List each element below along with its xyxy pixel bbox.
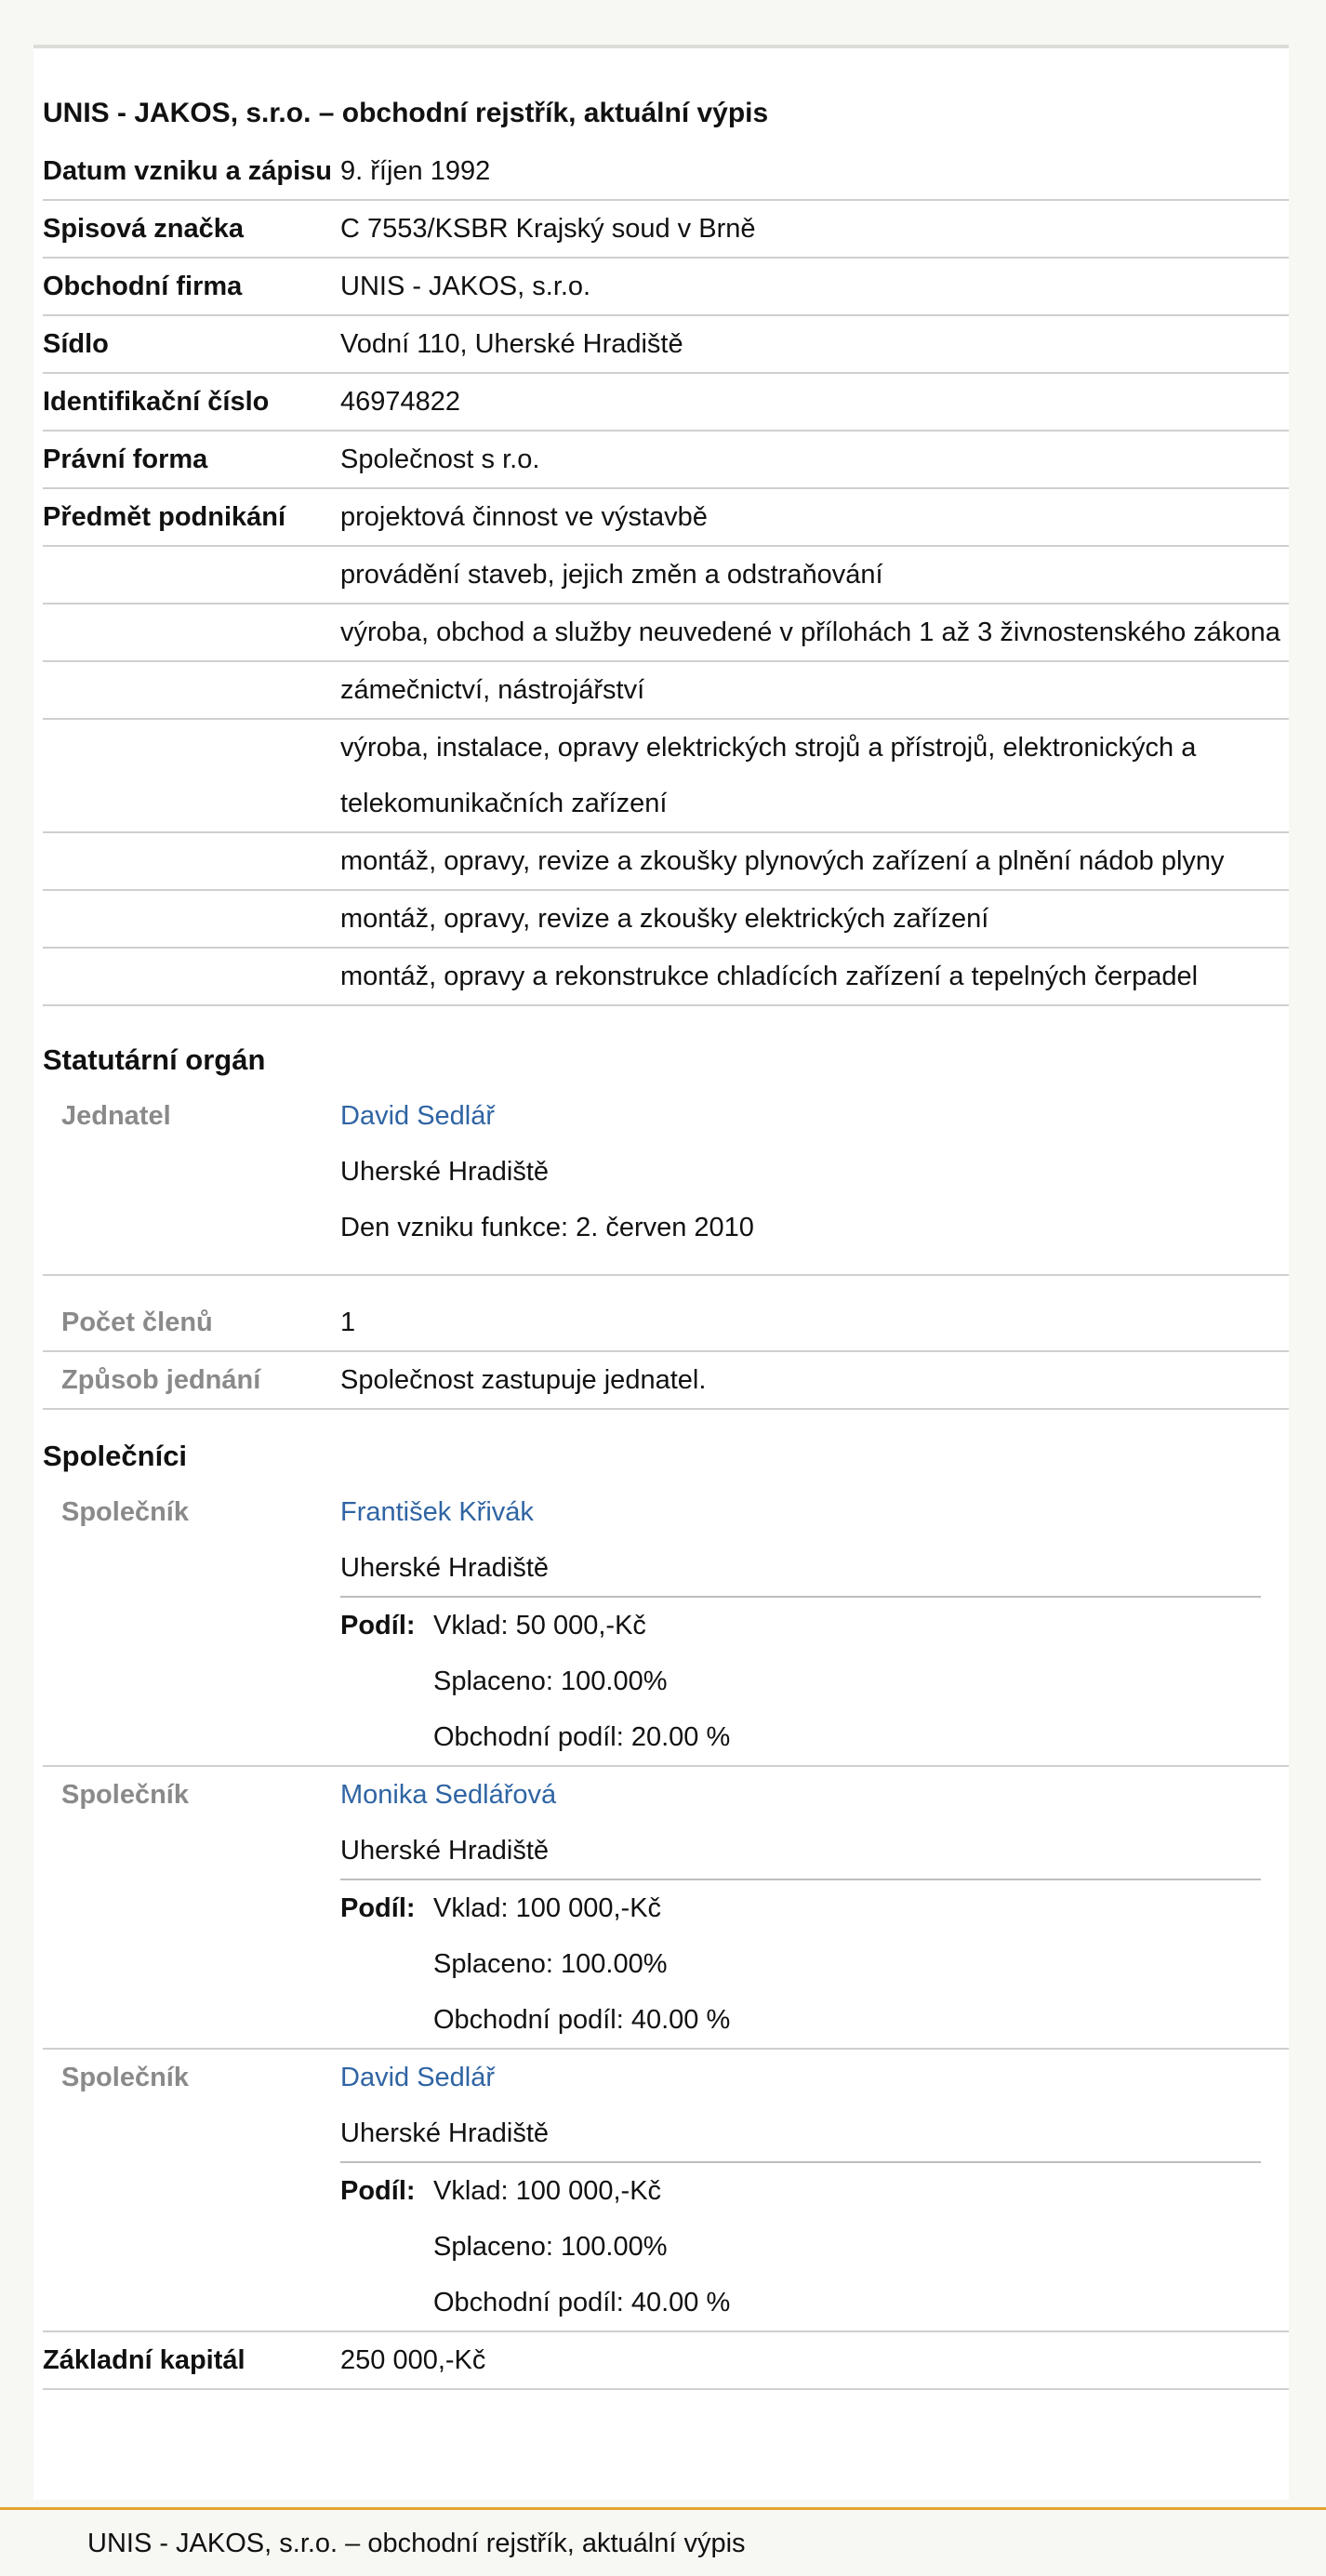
row-label: Identifikační číslo <box>43 387 270 417</box>
podil-label: Podíl: <box>340 1611 416 1640</box>
row-label: Způsob jednání <box>61 1365 261 1395</box>
person-city: Uherské Hradiště <box>340 2118 550 2148</box>
person-link[interactable]: David Sedlář <box>340 2063 496 2092</box>
row-predmet-podnikani <box>43 489 1289 547</box>
spolecnik-details <box>340 1484 1289 1765</box>
person-city: Uherské Hradiště <box>340 1836 550 1866</box>
predmet-item: zámečnictví, nástrojářství <box>340 675 645 705</box>
predmet-item: montáž, opravy, revize a zkoušky plynových zařízení a plnění nádob plyny <box>340 846 1225 876</box>
row-spolecnik <box>43 2050 1289 2332</box>
row-label: Právní forma <box>43 445 208 474</box>
row-value: 250 000,-Kč <box>340 2345 486 2375</box>
row-label: Jednatel <box>61 1101 171 1131</box>
row-sidlo <box>43 316 1289 374</box>
row-jednatel <box>43 1088 1289 1276</box>
row-spolecnik <box>43 1484 1289 1767</box>
person-link[interactable]: Monika Sedlářová <box>340 1780 557 1810</box>
row-label: Obchodní firma <box>43 272 243 301</box>
page-title: UNIS - JAKOS, s.r.o. – obchodní rejstřík, aktuální výpis <box>43 98 769 128</box>
row-spisova-znacka <box>43 201 1289 259</box>
registry-content <box>33 86 1289 2390</box>
podil-values <box>433 2163 730 2330</box>
jednatel-details <box>340 1088 1289 1274</box>
row-value: C 7553/KSBR Krajský soud v Brně <box>340 214 756 244</box>
row-predmet-item <box>43 891 1289 949</box>
row-spolecnik <box>43 1767 1289 2050</box>
row-label: Sídlo <box>43 329 109 359</box>
footer-text: UNIS - JAKOS, s.r.o. – obchodní rejstřík, aktuální výpis <box>87 2529 746 2558</box>
podil-block <box>340 2163 1289 2330</box>
row-label: Spisová značka <box>43 214 244 244</box>
row-identifikacni-cislo <box>43 374 1289 432</box>
function-since: Den vzniku funkce: 2. červen 2010 <box>340 1213 754 1242</box>
row-value: Vodní 110, Uherské Hradiště <box>340 329 683 359</box>
predmet-item: projektová činnost ve výstavbě <box>340 502 708 532</box>
row-predmet-item <box>43 547 1289 604</box>
predmet-item: montáž, opravy, revize a zkoušky elektrických zařízení <box>340 904 989 934</box>
row-value: Společnost zastupuje jednatel. <box>340 1365 707 1395</box>
row-pravni-forma <box>43 432 1289 489</box>
podil-block <box>340 1598 1289 1765</box>
vklad: Vklad: 50 000,-Kč <box>433 1611 646 1640</box>
row-value: 9. říjen 1992 <box>340 156 491 186</box>
row-predmet-item <box>43 604 1289 662</box>
row-obchodni-firma <box>43 259 1289 316</box>
predmet-item: výroba, instalace, opravy elektrických strojů a přístrojů, elektronických a telekomunikačních zařízení <box>340 733 1197 818</box>
podil-values <box>433 1880 730 2048</box>
footer <box>0 2507 1326 2576</box>
section-heading-text: Společníci <box>43 1440 188 1472</box>
row-value: Společnost s r.o. <box>340 445 540 474</box>
row-label: Základní kapitál <box>43 2345 245 2375</box>
obchodni-podil: Obchodní podíl: 20.00 % <box>433 1722 731 1752</box>
section-heading-statutarni <box>43 1006 1289 1088</box>
row-zakladni-kapital <box>43 2332 1289 2390</box>
predmet-item: provádění staveb, jejich změn a odstraňování <box>340 560 883 590</box>
person-link[interactable]: František Křivák <box>340 1497 534 1527</box>
row-pocet-clenu <box>43 1276 1289 1352</box>
row-value: 46974822 <box>340 387 461 417</box>
person-city: Uherské Hradiště <box>340 1157 550 1187</box>
row-label: Společník <box>61 2063 189 2092</box>
vklad: Vklad: 100 000,-Kč <box>433 2176 662 2206</box>
person-link[interactable]: David Sedlář <box>340 1101 496 1131</box>
row-label: Předmět podnikání <box>43 502 286 532</box>
podil-block <box>340 1880 1289 2048</box>
obchodni-podil: Obchodní podíl: 40.00 % <box>433 2288 731 2317</box>
podil-label: Podíl: <box>340 1893 416 1923</box>
row-predmet-item <box>43 720 1289 833</box>
podil-values <box>433 1598 730 1765</box>
predmet-item: výroba, obchod a služby neuvedené v přílohách 1 až 3 živnostenského zákona <box>340 617 1280 647</box>
vklad: Vklad: 100 000,-Kč <box>433 1893 662 1923</box>
obchodni-podil: Obchodní podíl: 40.00 % <box>433 2005 731 2035</box>
splaceno: Splaceno: 100.00% <box>433 1666 668 1696</box>
section-heading-spolecnici <box>43 1410 1289 1484</box>
splaceno: Splaceno: 100.00% <box>433 1949 668 1979</box>
row-predmet-item <box>43 949 1289 1006</box>
registry-card <box>33 45 1289 2500</box>
podil-label: Podíl: <box>340 2176 416 2206</box>
person-city: Uherské Hradiště <box>340 1553 550 1583</box>
predmet-item: montáž, opravy a rekonstrukce chladících zařízení a tepelných čerpadel <box>340 962 1199 991</box>
row-predmet-item <box>43 662 1289 720</box>
row-datum-vzniku <box>43 143 1289 201</box>
splaceno: Splaceno: 100.00% <box>433 2232 668 2262</box>
row-value: UNIS - JAKOS, s.r.o. <box>340 272 591 301</box>
row-label: Společník <box>61 1780 189 1810</box>
row-label: Počet členů <box>61 1308 213 1337</box>
row-label: Společník <box>61 1497 189 1527</box>
spolecnik-details <box>340 1767 1289 2048</box>
spolecnik-details <box>340 2050 1289 2330</box>
row-predmet-item <box>43 833 1289 891</box>
section-heading-text: Statutární orgán <box>43 1043 266 1076</box>
row-value: 1 <box>340 1308 356 1337</box>
row-zpusob-jednani <box>43 1352 1289 1410</box>
row-label: Datum vzniku a zápisu <box>43 156 333 186</box>
